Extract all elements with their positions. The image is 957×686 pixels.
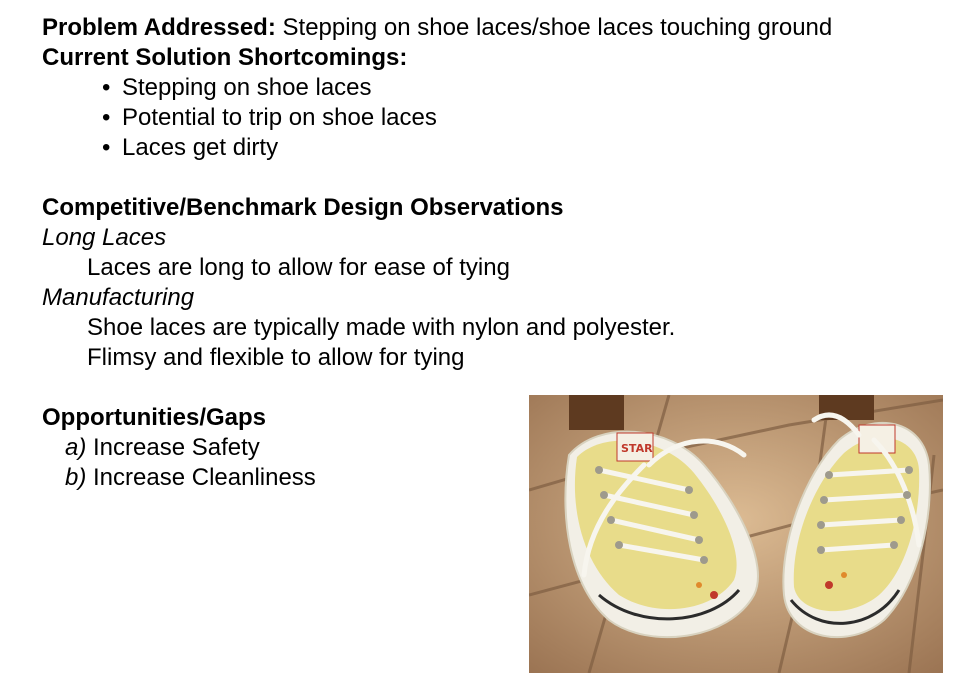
opportunity-item — [65, 463, 316, 493]
shortcoming-text: Potential to trip on shoe laces — [122, 104, 437, 131]
tongue-label: STAR — [621, 442, 653, 455]
observation-title: Manufacturing — [42, 284, 195, 311]
opportunity-marker: b) — [65, 464, 87, 491]
bullet-icon: • — [102, 134, 111, 161]
observation-text: Flimsy and flexible to allow for tying — [87, 344, 465, 371]
opportunity-text: Increase Safety — [86, 434, 260, 461]
shortcoming-text: Stepping on shoe laces — [122, 74, 372, 101]
shortcoming-item — [102, 103, 437, 133]
observation-text: Shoe laces are typically made with nylon and polyester. — [87, 314, 676, 341]
problem-label: Problem Addressed: — [42, 14, 276, 41]
observation-text: Laces are long to allow for ease of tying — [87, 254, 510, 281]
shortcomings-heading: Current Solution Shortcomings: — [42, 44, 408, 71]
sneakers-illustration — [529, 395, 943, 673]
shortcoming-item — [102, 73, 372, 103]
opportunity-marker: a) — [65, 434, 87, 461]
problem-line — [42, 13, 832, 43]
shortcoming-item — [102, 133, 278, 163]
observation-title: Long Laces — [42, 224, 167, 251]
bullet-icon: • — [102, 104, 111, 131]
opportunity-text: Increase Cleanliness — [86, 464, 316, 491]
opportunity-item — [65, 433, 260, 463]
bullet-icon: • — [102, 74, 111, 101]
shortcoming-text: Laces get dirty — [122, 134, 279, 161]
opportunities-heading: Opportunities/Gaps — [42, 404, 267, 431]
observations-heading: Competitive/Benchmark Design Observations — [42, 194, 564, 221]
sneakers-photo — [529, 395, 943, 673]
problem-text: Stepping on shoe laces/shoe laces touching ground — [275, 14, 833, 41]
